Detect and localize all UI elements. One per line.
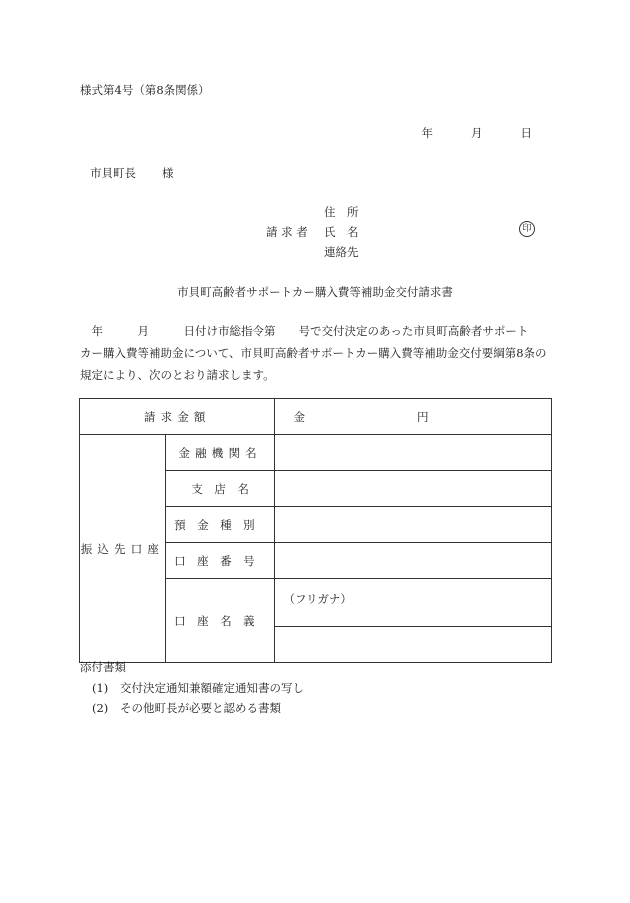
addressee-name: 市貝町長	[90, 166, 136, 180]
furigana-label: （フリガナ）	[283, 592, 352, 606]
branch-name-label: 支 店 名	[165, 471, 275, 507]
name-label: 氏 名	[324, 225, 359, 239]
attachments-title: 添付書類	[80, 660, 126, 674]
account-number-label: 口座番号	[165, 543, 275, 579]
body-line-1: 年 月 日付け市総指令第 号で交付決定のあった市貝町高齢者サポート	[80, 324, 529, 338]
account-name-furigana-field[interactable]	[275, 579, 552, 627]
body-paragraph	[80, 320, 555, 386]
addressee	[90, 165, 174, 181]
body-line-3: 規定により、次のとおり請求します。	[80, 368, 275, 382]
date-year-label: 年	[421, 126, 433, 140]
transfer-account-label: 振込先口座	[80, 435, 166, 663]
deposit-type-field[interactable]	[275, 507, 552, 543]
attachment-text: 交付決定通知兼額確定通知書の写し	[120, 681, 304, 695]
attachment-number: (1)	[92, 681, 109, 695]
form-number: 様式第4号（第8条関係）	[80, 83, 210, 97]
claim-table	[79, 398, 552, 663]
body-line-2: カー購入費等補助金について、市貝町高齢者サポートカー購入費等補助金交付要綱第8条の	[80, 346, 547, 360]
amount-label-cell: 請求金額	[80, 399, 275, 435]
date-day-label: 日	[520, 126, 532, 140]
account-name-field[interactable]	[275, 627, 552, 663]
date-month-label: 月	[471, 126, 483, 140]
document-title: 市貝町高齢者サポートカー購入費等補助金交付請求書	[177, 285, 453, 299]
account-number-field[interactable]	[275, 543, 552, 579]
seal-mark: 印	[519, 221, 535, 237]
deposit-type-label: 預金種別	[165, 507, 275, 543]
date-line	[0, 125, 532, 141]
addressee-honorific: 様	[162, 166, 174, 180]
attachment-text: その他町長が必要と認める書類	[120, 701, 281, 715]
attachment-number: (2)	[92, 701, 109, 715]
address-label: 住 所	[324, 205, 359, 219]
applicant-role-label: 請 求 者	[266, 225, 308, 239]
account-name-label: 口座名義	[165, 579, 275, 663]
branch-name-field[interactable]	[275, 471, 552, 507]
attachment-item	[92, 700, 281, 716]
bank-name-label: 金融機関名	[165, 435, 275, 471]
contact-label: 連絡先	[324, 245, 359, 259]
bank-name-field[interactable]	[275, 435, 552, 471]
amount-prefix: 金	[293, 409, 305, 424]
amount-field[interactable]	[275, 399, 552, 435]
amount-unit: 円	[416, 409, 429, 424]
attachment-item	[92, 680, 304, 696]
